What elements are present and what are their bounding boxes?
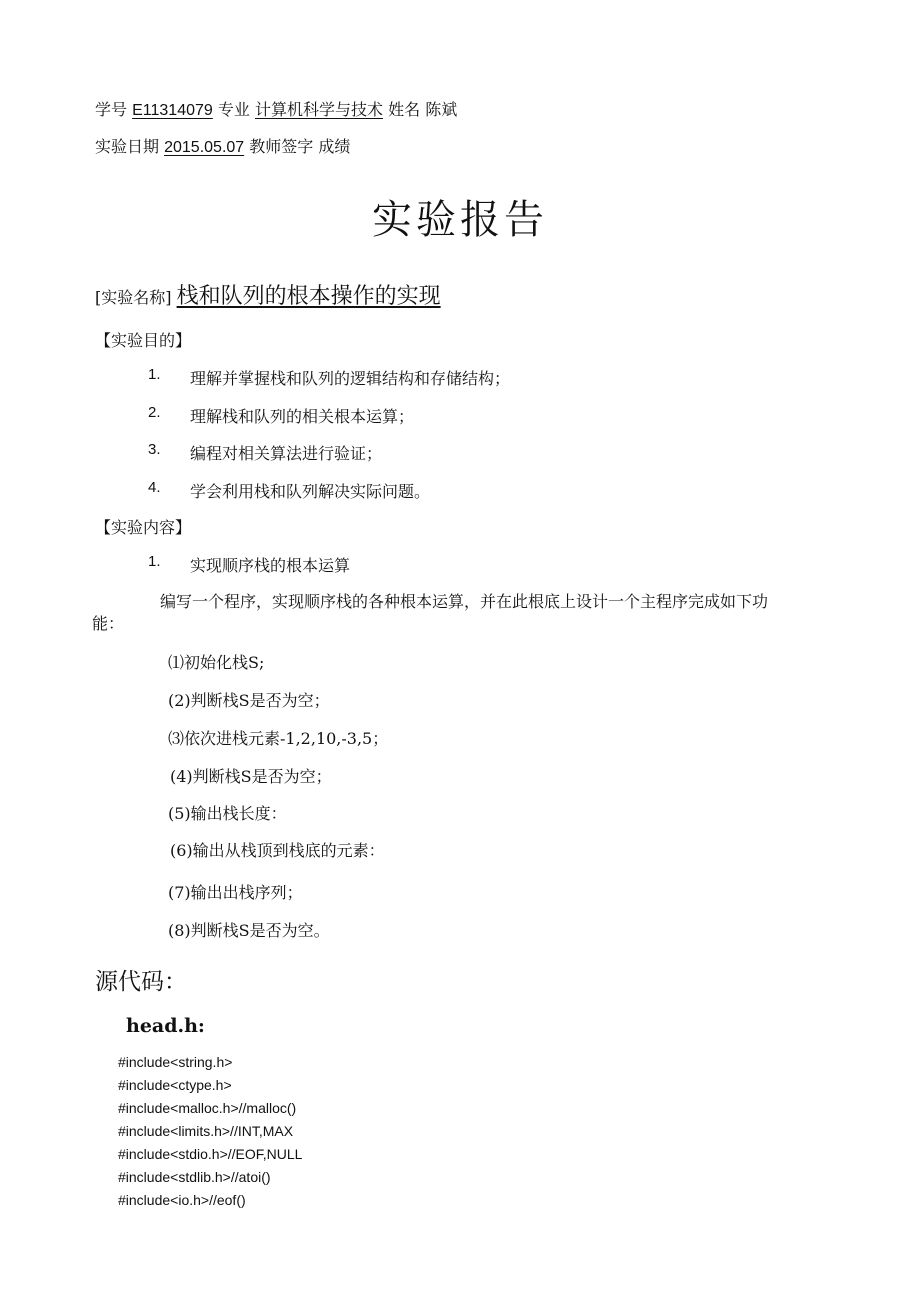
- code-line: #include<io.h>//eof(): [118, 1192, 246, 1208]
- code-line: #include<limits.h>//INT,MAX: [118, 1123, 294, 1139]
- purpose-item-number: 4.: [148, 479, 161, 496]
- function-item: (4)判断栈S是否为空；: [170, 767, 332, 786]
- purpose-item-number: 3.: [148, 441, 161, 458]
- purpose-item-number: 1.: [148, 366, 161, 383]
- date-label: 实验日期: [95, 137, 160, 156]
- function-item: (6)输出从栈顶到栈底的元素：: [170, 841, 385, 860]
- student-id: E11314079: [132, 102, 213, 119]
- purpose-heading: 【实验目的】: [95, 331, 192, 350]
- file-name: head.h:: [126, 1015, 205, 1037]
- purpose-item-text: 理解并掌握栈和队列的逻辑结构和存储结构；: [190, 369, 511, 388]
- content-item-text: 实现顺序栈的根本运算: [190, 556, 351, 575]
- function-item: (2)判断栈S是否为空；: [168, 691, 330, 710]
- experiment-name-label: [实验名称]: [95, 288, 172, 307]
- experiment-date: 2015.05.07: [164, 139, 245, 156]
- name-label: 姓名: [388, 100, 421, 119]
- code-line: #include<stdlib.h>//atoi(): [118, 1169, 271, 1185]
- purpose-item: [0, 441, 920, 463]
- student-id-label: 学号: [95, 100, 128, 119]
- purpose-item-text: 理解栈和队列的相关根本运算；: [190, 407, 415, 426]
- student-name: 陈斌: [425, 100, 458, 119]
- purpose-item: [0, 366, 920, 388]
- content-item-number: 1.: [148, 553, 161, 570]
- content-paragraph: [92, 591, 812, 635]
- source-code-heading: 源代码：: [95, 968, 187, 994]
- experiment-name-line: [95, 279, 441, 310]
- purpose-item-text: 学会利用栈和队列解决实际问题。: [190, 482, 431, 501]
- major: 计算机科学与技术: [254, 100, 383, 119]
- code-line: #include<stdio.h>//EOF,NULL: [118, 1146, 303, 1162]
- purpose-item: [0, 479, 920, 501]
- date-info-line: [95, 134, 350, 157]
- purpose-item: [0, 404, 920, 426]
- paragraph-line: 编写一个程序，实现顺序栈的各种根本运算，并在此根底上设计一个主程序完成如下功: [160, 592, 769, 611]
- function-item: ⑴初始化栈S;: [168, 653, 265, 672]
- code-line: #include<malloc.h>//malloc(): [118, 1100, 297, 1116]
- purpose-item-text: 编程对相关算法进行验证；: [190, 444, 383, 463]
- teacher-signature-label: 教师签字: [249, 137, 314, 156]
- content-item: [0, 553, 920, 575]
- function-item: ⑶依次进栈元素-1,2,10,-3,5；: [168, 729, 389, 748]
- code-line: #include<ctype.h>: [118, 1077, 232, 1093]
- paragraph-line: 能：: [92, 614, 125, 633]
- content-heading: 【实验内容】: [95, 518, 192, 537]
- function-item: (7)输出出栈序列；: [168, 883, 303, 902]
- experiment-name: 栈和队列的根本操作的实现: [176, 284, 441, 309]
- code-line: #include<string.h>: [118, 1054, 233, 1070]
- student-info-line: [95, 97, 457, 120]
- function-item: (5)输出栈长度：: [168, 804, 287, 823]
- function-item: (8)判断栈S是否为空。: [168, 921, 330, 940]
- major-label: 专业: [217, 100, 250, 119]
- report-title: 实验报告: [372, 197, 548, 243]
- purpose-item-number: 2.: [148, 404, 161, 421]
- grade-label: 成绩: [318, 137, 351, 156]
